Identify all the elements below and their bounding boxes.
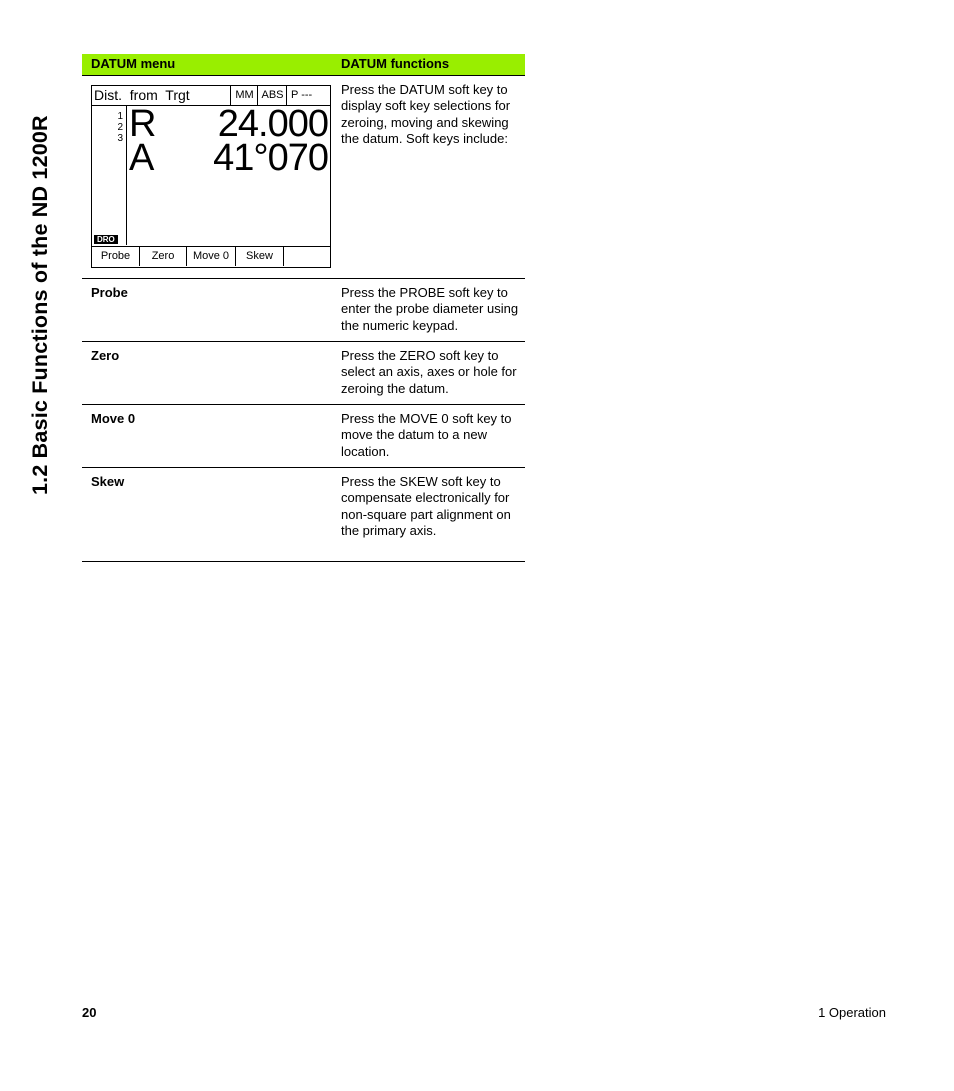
table-row xyxy=(82,468,525,562)
intro-description: Press the DATUM soft key to display soft key selections for zeroing, moving and skewing the datum. Soft keys include: xyxy=(341,82,511,146)
dro-badge: DRO xyxy=(94,235,118,244)
axis-letter-r: R xyxy=(129,103,157,145)
softkey-zero[interactable]: Zero xyxy=(140,247,187,266)
screen-p-label: P --- xyxy=(286,86,330,105)
axis-number: 3 xyxy=(117,133,123,144)
row-label-skew: Skew xyxy=(91,474,125,489)
dro-screen xyxy=(91,85,331,268)
table-header xyxy=(82,54,525,76)
softkey-bar xyxy=(92,246,330,267)
row-label-probe: Probe xyxy=(91,285,128,300)
row-desc-probe: Press the PROBE soft key to enter the probe diameter using the numeric keypad. xyxy=(341,285,519,333)
row-desc-skew: Press the SKEW soft key to compensate electronically for non-square part alignment on the primary axis. xyxy=(341,474,511,538)
table-row xyxy=(82,279,525,342)
row-desc-zero: Press the ZERO soft key to select an axis, axes or hole for zeroing the datum. xyxy=(341,348,517,396)
chapter-footer: 1 Operation xyxy=(818,1005,886,1020)
axis-value-r: 24.000 xyxy=(217,103,328,145)
table-row xyxy=(82,342,525,405)
table-row-screen xyxy=(82,76,525,279)
screen-unit: MM xyxy=(230,86,258,105)
row-desc-move-0: Press the MOVE 0 soft key to move the datum to a new location. xyxy=(341,411,512,459)
header-datum-menu: DATUM menu xyxy=(91,56,176,71)
softkey-skew[interactable]: Skew xyxy=(236,247,284,266)
datum-table xyxy=(82,54,525,562)
row-label-zero: Zero xyxy=(91,348,120,363)
side-chapter-title xyxy=(25,55,55,495)
table-row xyxy=(82,405,525,468)
page-number: 20 xyxy=(82,1005,97,1020)
header-datum-functions: DATUM functions xyxy=(341,56,450,71)
axis-number: 1 xyxy=(117,111,123,122)
softkey-move-0[interactable]: Move 0 xyxy=(187,247,236,266)
axis-value-a: 41°070 xyxy=(213,137,328,179)
screen-side-panel xyxy=(92,106,127,245)
screen-mode: ABS xyxy=(257,86,287,105)
row-label-move-0: Move 0 xyxy=(91,411,136,426)
screen-title: Dist. from Trgt xyxy=(94,87,190,103)
axis-number: 2 xyxy=(117,122,123,133)
axis-letter-a: A xyxy=(129,137,155,179)
softkey-probe[interactable]: Probe xyxy=(92,247,140,266)
side-chapter-title-text: 1.2 Basic Functions of the ND 1200R xyxy=(28,115,52,495)
